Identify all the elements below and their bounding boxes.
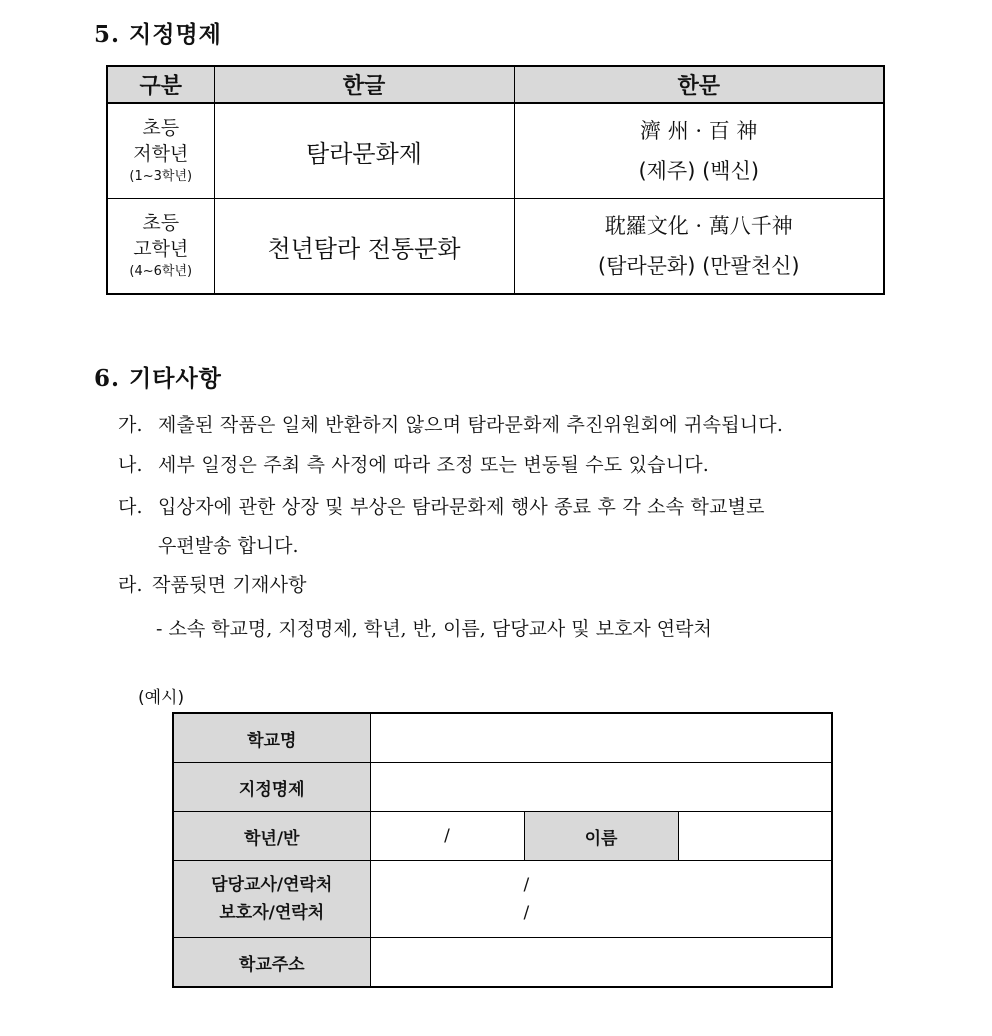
grade-line1: 초등: [142, 117, 180, 139]
guardian-contact-label: 보호자/연락처: [219, 903, 325, 923]
designation-label: 지정명제: [173, 763, 370, 812]
grade-cell: [107, 103, 214, 199]
hanmun-line1: 濟 州 · 百 神: [640, 119, 758, 143]
guardian-contact-slash: /: [523, 903, 530, 923]
hanmun-line1: 耽羅文化 · 萬八千神: [604, 214, 793, 238]
designation-value: [370, 763, 832, 812]
list-item: [118, 413, 783, 437]
item-continuation: 우편발송 합니다.: [158, 535, 299, 557]
grade-cell: [107, 199, 214, 295]
table-row: [173, 861, 832, 938]
header-category: 구분: [107, 66, 214, 103]
grade-class-label: 학년/반: [173, 812, 370, 861]
teacher-contact-slash: /: [523, 875, 530, 895]
item-mark: 나.: [118, 454, 143, 476]
contact-value-cell: [370, 861, 832, 938]
name-value: [678, 812, 832, 861]
table-row: [173, 812, 832, 861]
grade-line1: 초등: [142, 212, 180, 234]
hanmun-line2: (제주) (백신): [638, 159, 760, 183]
item-mark: 가.: [118, 414, 143, 436]
sub-item: - 소속 학교명, 지정명제, 학년, 반, 이름, 담당교사 및 보호자 연락처: [156, 618, 712, 640]
item-text: 입상자에 관한 상장 및 부상은 탐라문화제 행사 종료 후 각 소속 학교별로: [158, 496, 765, 518]
item-text: 제출된 작품은 일체 반환하지 않으며 탐라문화제 추진위원회에 귀속됩니다.: [158, 414, 784, 436]
item-mark: 라.: [118, 574, 143, 596]
teacher-contact-label: 담당교사/연락처: [211, 875, 333, 895]
grade-range: (4~6학년): [129, 264, 193, 279]
contact-label-cell: [173, 861, 370, 938]
hanmun-line2: (탐라문화) (만팔천신): [597, 254, 800, 278]
table-row: [173, 763, 832, 812]
list-item: [118, 453, 709, 477]
list-item: [118, 573, 307, 597]
school-address-label: 학교주소: [173, 938, 370, 988]
item-text: 세부 일정은 주최 측 사정에 따라 조정 또는 변동될 수도 있습니다.: [158, 454, 710, 476]
school-address-value: [370, 938, 832, 988]
section6-title: 6. 기타사항: [94, 365, 222, 392]
hangul-cell: 탐라문화제: [214, 103, 514, 199]
hanmun-cell: [514, 199, 884, 295]
item-text: 작품뒷면 기재사항: [152, 574, 307, 596]
example-label: (예시): [138, 688, 185, 708]
designation-table: [106, 65, 885, 295]
school-name-value: [370, 713, 832, 763]
designation-table-header: [107, 66, 884, 103]
item-mark: 다.: [118, 496, 143, 518]
grade-range: (1~3학년): [129, 169, 193, 184]
table-row: [173, 938, 832, 988]
table-row: [173, 713, 832, 763]
section5-title: 5. 지정명제: [94, 21, 222, 48]
hangul-cell: 천년탐라 전통문화: [214, 199, 514, 295]
header-hangul: 한글: [214, 66, 514, 103]
grade-line2: 고학년: [133, 238, 189, 260]
list-item: [118, 495, 765, 519]
grade-line2: 저학년: [133, 143, 189, 165]
example-form-table: [172, 712, 833, 988]
name-label: 이름: [524, 812, 678, 861]
table-row: [107, 199, 884, 295]
school-name-label: 학교명: [173, 713, 370, 763]
header-hanmun: 한문: [514, 66, 884, 103]
table-row: [107, 103, 884, 199]
hanmun-cell: [514, 103, 884, 199]
grade-class-value: /: [370, 812, 524, 861]
